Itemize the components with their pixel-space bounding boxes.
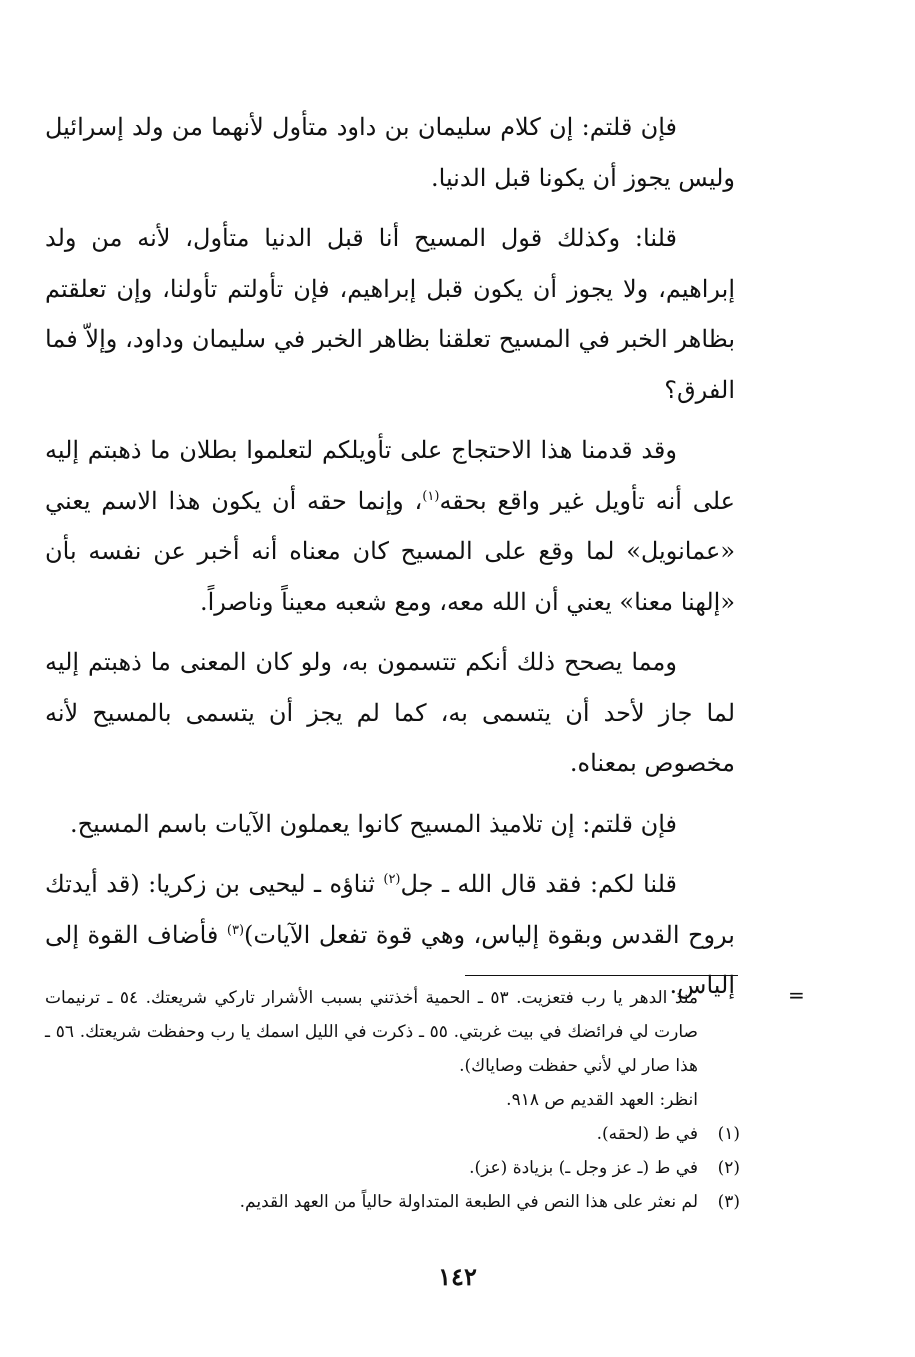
footnote-number: (١) xyxy=(717,1124,740,1144)
paragraph-text: ومما يصحح ذلك أنكم تتسمون به، ولو كان المعنى ما ذهبتم إليه لما جاز لأحد أن يتسمى به، كما لم يجز أن يتسمى بالمسيح لأنه مخصوص بمعناه. xyxy=(45,648,735,777)
footnote-continuation xyxy=(45,981,740,1117)
paragraph-text: ثناؤه ـ ليحيى بن زكريا: (قد أيدتك بروح القدس وبقوة إلياس، وهي قوة تفعل الآيات) xyxy=(45,870,735,949)
footnote-separator xyxy=(465,975,738,976)
footnote-text: لم نعثر على هذا النص في الطبعة المتداولة حالياً من العهد القديم. xyxy=(239,1192,698,1212)
paragraph-text: ، وإنما حقه أن يكون هذا الاسم يعني «عمانويل» لما وقع على المسيح كان معناه أنه أخبر عن نفسه بأن «إلهنا معنا» يعني أن الله معه، ومع شعبه معيناً وناصراً. xyxy=(45,486,735,616)
paragraph xyxy=(45,213,735,415)
footnote xyxy=(45,1185,740,1219)
continuation-mark: = xyxy=(788,983,805,1007)
footnote-text: في ط (لحقه). xyxy=(596,1124,698,1144)
footnote-reference: (٣) xyxy=(226,922,245,938)
footnote xyxy=(45,1151,740,1185)
paragraph-text: قلنا: وكذلك قول المسيح أنا قبل الدنيا متأول، لأنه من ولد إبراهيم، ولا يجوز أن يكون قبل إبراهيم، فإن تأولتم تأولنا، وإن تعلقتم بظاهر الخبر في المسيح تعلقنا بظاهر الخبر في سليمان وداود، وإلاّ فما الفرق؟ xyxy=(45,224,735,404)
paragraph-text: فإن قلتم: إن كلام سليمان بن داود متأول لأنهما من ولد إسرائيل وليس يجوز أن يكونا قبل الدنيا. xyxy=(45,113,735,192)
paragraph-text: فإن قلتم: إن تلاميذ المسيح كانوا يعملون الآيات باسم المسيح. xyxy=(69,809,677,838)
footnote-number: (٣) xyxy=(717,1192,740,1212)
footnote-see-also: انظر: العهد القديم ص ٩١٨. xyxy=(506,1090,698,1110)
paragraph xyxy=(45,425,735,627)
footnote xyxy=(45,1117,740,1151)
footnote-reference: (٢) xyxy=(383,872,401,887)
paragraph-text: قلنا لكم: فقد قال الله ـ جل xyxy=(400,870,677,898)
footnote-text: في ط (ـ عز وجل ـ) بزيادة (عز). xyxy=(469,1158,698,1178)
main-text xyxy=(45,102,735,1021)
paragraph xyxy=(45,102,735,203)
page-number: ١٤٢ xyxy=(438,1262,477,1291)
paragraph xyxy=(45,799,735,850)
footnotes-section xyxy=(45,981,740,1219)
footnote-continuation-text: منذ الدهر يا رب فتعزيت. ٥٣ ـ الحمية أخذتني بسبب الأشرار تاركي شريعتك. ٥٤ ـ ترنيمات صارت لي فرائضك في بيت غربتي. ٥٥ ـ ذكرت في الليل اسمك يا رب وحفظت شريعتك. ٥٦ ـ هذا صار لي لأني حفظت وصاياك). xyxy=(45,988,698,1076)
footnote-number: (٢) xyxy=(717,1158,740,1178)
paragraph-text: وقد قدمنا هذا الاحتجاج على تأويلكم لتعلموا بطلان ما ذهبتم إليه على أنه تأويل غير واقع بحقه xyxy=(45,436,735,515)
footnote-reference: (١) xyxy=(422,488,440,504)
paragraph-text: فأضاف القوة إلى إلياس. xyxy=(45,920,735,999)
paragraph xyxy=(45,637,735,789)
